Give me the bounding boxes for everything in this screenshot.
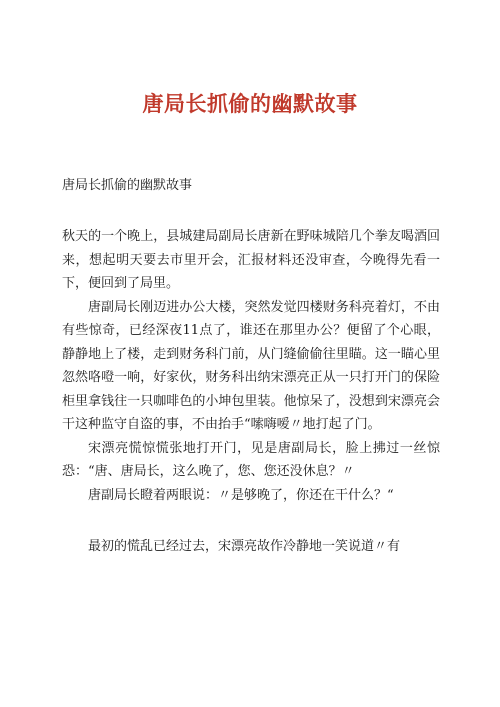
document-title: 唐局长抓偷的幽默故事 [142,92,358,116]
paragraph: 宋漂亮慌惊慌张地打开门，见是唐副局长，脸上拂过一丝惊恐：“唐、唐局长，这么晚了，您、您还没休息？〃 [62,440,440,479]
document-body [62,225,440,559]
paragraph: 秋天的一个晚上，县城建局副局长唐新在野味城陪几个拳友喝酒回来，想起明天要去市里开会，汇报材料还没审查，今晚得先看一下，便回到了局里。 [62,229,440,291]
document-subtitle: 唐局长抓偷的幽默故事 [62,178,193,193]
paragraph: 唐副局长瞪着两眼说：〃是够晚了，你还在干什么？“ [88,487,394,503]
paragraph: 最初的慌乱已经过去，宋漂亮故作冷静地一笑说道〃有 [88,539,401,554]
paragraph: 唐副局长刚迈进办公大楼，突然发觉四楼财务科亮着灯，不由有些惊奇，已经深夜11点了，谁还在那里办公？便留了个心眼，静静地上了楼，走到财务科门前，从门缝偷偷往里瞄。这一瞄心里忽然咯噔一响，好家伙，财务科出纳宋漂亮正从一只打开门的保险柜里拿钱往一只咖啡色的小坤包里装。他惊呆了，没想到宋漂亮会干这种监守自盗的事，不由抬手“嗦嗨嗳〃地打起了门。 [62,299,440,432]
